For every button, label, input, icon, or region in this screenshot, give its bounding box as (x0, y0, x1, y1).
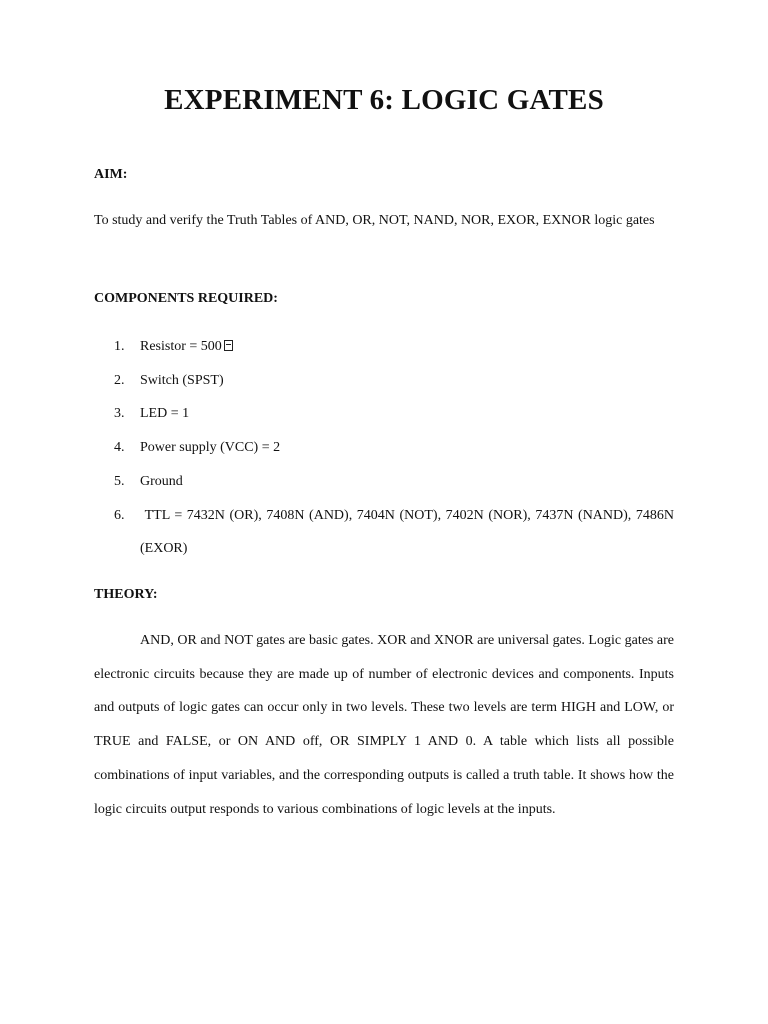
list-item-text: Ground (140, 473, 183, 489)
list-item-number: 4. (114, 440, 125, 456)
components-list (94, 330, 678, 566)
list-item (94, 397, 674, 431)
missing-glyph-box-icon (224, 340, 233, 351)
aim-text: To study and verify the Truth Tables of AND, OR, NOT, NAND, NOR, EXOR, EXNOR logic gates (94, 213, 655, 228)
list-item-number: 5. (114, 473, 125, 489)
list-item-text: LED = 1 (140, 406, 190, 422)
list-item (94, 499, 678, 566)
aim-heading: AIM: (94, 167, 128, 182)
list-item-text: Switch (SPST) (140, 372, 224, 388)
list-item-text: Resistor = 500 (140, 339, 222, 354)
list-item-number: 6. (114, 507, 125, 523)
list-item-text: TTL = 7432N (OR), 7408N (AND), 7404N (NOT), 7402N (NOR), 7437N (NAND), 7486N (EXOR) (140, 507, 678, 557)
list-item-text: Power supply (VCC) = 2 (140, 440, 281, 456)
list-item (94, 330, 674, 364)
components-heading: COMPONENTS REQUIRED: (94, 291, 278, 306)
page-title: EXPERIMENT 6: LOGIC GATES (164, 84, 604, 116)
theory-text: AND, OR and NOT gates are basic gates. XOR and XNOR are universal gates. Logic gates are electronic circuits because they are made up of number of electronic devices and components. Inputs and outputs of logic gates can occur only in two levels. These two levels are term HIGH and LOW, or TRUE and FALSE, or ON AND off, OR SIMPLY 1 AND 0. A table which lists all possible combinations of input variables, and the corresponding outputs is called a truth table. It shows how the logic circuits output responds to various combinations of logic levels at the inputs. (94, 633, 674, 817)
list-item-number: 3. (114, 406, 125, 422)
theory-heading: THEORY: (94, 587, 158, 602)
list-item-number: 2. (114, 372, 125, 388)
list-item-number: 1. (114, 339, 125, 354)
list-item (94, 431, 674, 465)
list-item (94, 465, 674, 499)
list-item (94, 364, 674, 398)
